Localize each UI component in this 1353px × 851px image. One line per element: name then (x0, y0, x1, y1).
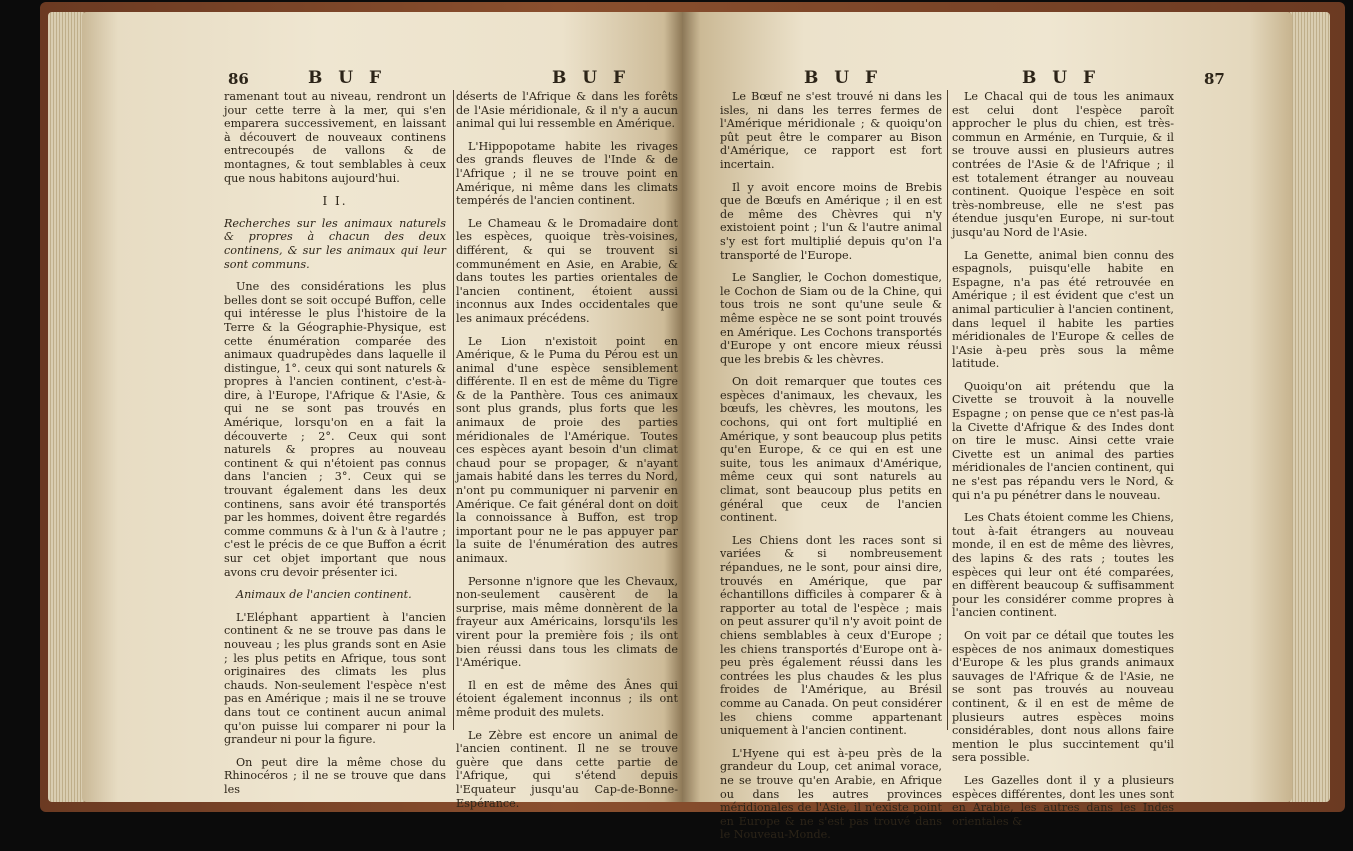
column-rule (453, 90, 454, 730)
paragraph: On peut dire la même chose du Rhinocéros ; il ne se trouve que dans les (224, 755, 446, 796)
paragraph: ramenant tout au niveau, rendront un jour cette terre à la mer, qui s'en emparera successivement, en laissant à découvert de nouveaux continens entrecoupés de vallons & de montagnes, & tout semblables à ceux que nous habitons aujourd'hui. (224, 90, 446, 185)
right-page (682, 12, 1292, 842)
section-number: I I. (322, 194, 348, 209)
paragraph: Il en est de même des Ânes qui étoient également inconnus ; ils ont même produit des mulets. (456, 678, 678, 719)
text-column (224, 90, 446, 806)
running-head: B U F (804, 68, 883, 88)
paragraph: Quoiqu'on ait prétendu que la Civette se trouvoit à la nouvelle Espagne ; on pense que ce n'est pas-là la Civette d'Afrique & des Indes dont on tire le musc. Ainsi cette vraie Civette est un animal des parties méridionales de l'ancien continent, qui ne s'est pas répandu vers le Nord, & qui n'a pu pénétrer dans le nouveau. (952, 379, 1174, 502)
page-number: 86 (228, 70, 249, 88)
text-column (720, 90, 942, 851)
text-column (952, 90, 1174, 837)
paragraph: Il y avoit encore moins de Brebis que de Bœufs en Amérique ; il en est de même des Chèvres qui n'y existoient point ; l'un & l'autre animal s'y est fort multiplié depuis qu'on l'a transporté de l'Europe. (720, 180, 942, 262)
paragraph: L'Eléphant appartient à l'ancien continent & ne se trouve pas dans le nouveau ; les plus grands sont en Asie ; les plus petits en Afrique, tous sont originaires des climats les plus chauds. Non-seulement l'espèce n'est pas en Amérique ; mais il ne se trouve dans tout ce continent aucun animal qu'on puisse lui comparer ni pour la grandeur ni pour la figure. (224, 610, 446, 747)
left-page (82, 12, 682, 810)
paragraph: Personne n'ignore que les Chevaux, non-seulement causèrent de la surprise, mais même donnèrent de la frayeur aux Américains, lorsqu'ils les virent pour la première fois ; ils ont bien réussi dans tous les climats de l'Amérique. (456, 574, 678, 670)
section-heading: Recherches sur les animaux naturels & propres à chacun des deux continens, & sur les animaux qui leur sont communs. (224, 216, 446, 271)
paragraph: Le Sanglier, le Cochon domestique, le Cochon de Siam ou de la Chine, qui tous trois ne sont qu'une seule & même espèce ne se sont point trouvés en Amérique. Les Cochons transportés d'Europe y ont encore mieux réussi que les brebis & les chèvres. (720, 271, 942, 366)
paragraph: Une des considérations les plus belles dont se soit occupé Buffon, celle qui intéresse le plus l'histoire de la Terre & la Géographie-Physique, est cette énumération comparée des animaux quadrupèdes dans laquelle il distingue, 1°. ceux qui sont naturels & propres à l'ancien continent, c'est-à-dire, à l'Europe, l'Afrique & l'Asie, & qui ne se sont pas trouvés en Amérique, lorsqu'on en a fait la découverte ; 2°. Ceux qui sont naturels & propres au nouveau continent & qui n'étoient pas connus dans l'ancien ; 3°. Ceux qui se trouvant également dans les deux continens, sans avoir été transportés par les hommes, doivent être regardés comme communs & à l'un & à l'autre ; c'est le précis de ce que Buffon a écrit sur cet objet important que nous avons cru devoir présenter ici. (224, 280, 446, 579)
paragraph: On voit par ce détail que toutes les espèces de nos animaux domestiques d'Europe & les plus grands animaux sauvages de l'Afrique & de l'Asie, ne se sont pas trouvés au nouveau continent, & il en est de même de plusieurs autres espèces moins considérables, dont nous allons faire mention le plus succintement qu'il sera possible. (952, 628, 1174, 765)
paragraph: Le Chacal qui de tous les animaux est celui dont l'espèce paroît approcher le plus du chien, est très-commun en Arménie, en Turquie, & il se trouve aussi en plusieurs autres contrées de l'Asie & de l'Afrique ; il est totalement étranger au nouveau continent. Quoique l'espèce en soit très-nombreuse, elle ne s'est pas étendue jusqu'en Europe, ni sur-tout jusqu'au Nord de l'Asie. (952, 90, 1174, 239)
paragraph: L'Hyene qui est à-peu près de la grandeur du Loup, cet animal vorace, ne se trouve qu'en Arabie, en Afrique ou dans les autres provinces méridionales de l'Asie, il n'existe point en Europe & ne s'est pas trouvé dans le Nouveau-Monde. (720, 746, 942, 842)
running-head: B U F (1022, 68, 1101, 88)
paragraph: Le Lion n'existoit point en Amérique, & le Puma du Pérou est un animal d'une espèce sensiblement différente. Il en est de même du Tigre & de la Panthère. Tous ces animaux sont plus grands, plus forts que les animaux de proie des parties méridionales de l'Amérique. Toutes ces espèces ayant besoin d'un climat chaud pour se propager, & n'ayant jamais habité dans les terres du Nord, n'ont pu communiquer ni parvenir en Amérique. Ce fait général dont on doit la connoissance à Buffon, est trop important pour ne le pas appuyer par la suite de l'énumération des autres animaux. (456, 334, 678, 565)
column-rule (947, 90, 948, 730)
left-page-edges (48, 12, 84, 802)
running-head: B U F (308, 68, 387, 88)
paragraph: Les Chiens dont les races sont si variées & si nombreusement répandues, ne le sont, pour ainsi dire, trouvés en Amérique, que par échantillons difficiles à comparer & à rapporter au total de l'espèce ; mais on peut assurer qu'il n'y avoit point de chiens semblables à ceux d'Europe ; les chiens transportés d'Europe ont à-peu près également réussi dans les contrées les plus chaudes & les plus froides de l'Amérique, au Brésil comme au Canada. On peut considérer les chiens comme appartenant uniquement à l'ancien continent. (720, 533, 942, 738)
paragraph: Le Zèbre est encore un animal de l'ancien continent. Il ne se trouve guère que dans cette partie de l'Afrique, qui s'étend depuis l'Equateur jusqu'au Cap-de-Bonne-Espérance. (456, 728, 678, 810)
text-column (456, 90, 678, 819)
running-head: B U F (552, 68, 631, 88)
paragraph: Le Chameau & le Dromadaire dont les espèces, quoique très-voisines, différent, & qui se trouvent si communément en Asie, en Arabie, & dans toutes les parties orientales de l'ancien continent, étoient aussi inconnus aux Indes occidentales que les animaux précédens. (456, 216, 678, 325)
paragraph: Les Gazelles dont il y a plusieurs espèces différentes, dont les unes sont en Arabie, les autres dans les Indes orientales & (952, 773, 1174, 828)
paragraph: déserts de l'Afrique & dans les forêts de l'Asie méridionale, & il n'y a aucun animal qui lui ressemble en Amérique. (456, 90, 678, 131)
paragraph: Le Bœuf ne s'est trouvé ni dans les isles, ni dans les terres fermes de l'Amérique méridionale ; & quoiqu'on pût peut être le comparer au Bison d'Amérique, ce rapport est fort incertain. (720, 90, 942, 171)
right-page-edges (1290, 12, 1330, 802)
paragraph: L'Hippopotame habite les rivages des grands fleuves de l'Inde & de l'Afrique ; il ne se trouve point en Amérique, ni même dans les climats tempérés de l'ancien continent. (456, 139, 678, 208)
page-number: 87 (1204, 70, 1225, 88)
subheading: Animaux de l'ancien continent. (236, 588, 412, 602)
paragraph: La Genette, animal bien connu des espagnols, puisqu'elle habite en Espagne, n'a pas été retrouvée en Amérique ; il est évident que c'est un animal particulier à l'ancien continent, dans lequel il habite les parties méridionales de l'Europe & celles de l'Asie à-peu près sous la même latitude. (952, 248, 1174, 371)
paragraph: On doit remarquer que toutes ces espèces d'animaux, les chevaux, les bœufs, les chèvres, les moutons, les cochons, qui ont fort multiplié en Amérique, y sont beaucoup plus petits qu'en Europe, & ce qui en est une suite, tous les animaux d'Amérique, même ceux qui sont naturels au climat, sont beaucoup plus petits en général que ceux de l'ancien continent. (720, 375, 942, 525)
paragraph: Les Chats étoient comme les Chiens, tout à-fait étrangers au nouveau monde, il en est de même des lièvres, des lapins & des rats ; toutes les espèces qui leur ont été comparées, en diffèrent beaucoup & suffisamment pour les considérer comme propres à l'ancien continent. (952, 511, 1174, 620)
